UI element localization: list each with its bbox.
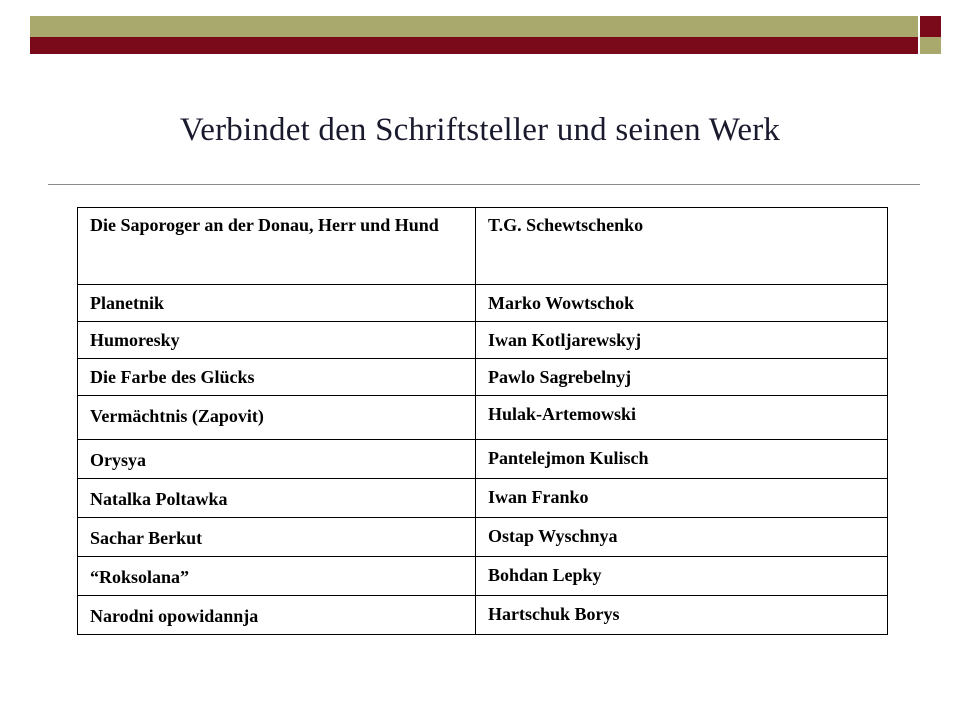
slide-title: Verbindet den Schriftsteller und seinen Werk: [179, 112, 781, 148]
author-cell: Marko Wowtschok: [476, 285, 888, 322]
work-cell: Die Saporoger an der Donau, Herr und Hund: [78, 208, 476, 285]
title-underline: [48, 184, 920, 185]
table-row: [78, 479, 888, 518]
work-cell: Natalka Poltawka: [78, 479, 476, 518]
author-cell: Iwan Kotljarewskyj: [476, 322, 888, 359]
author-cell: T.G. Schewtschenko: [476, 208, 888, 285]
author-cell: Iwan Franko: [476, 479, 888, 518]
table-row: [78, 396, 888, 440]
header-band-olive: [30, 16, 918, 37]
table-row: [78, 322, 888, 359]
author-cell: Bohdan Lepky: [476, 557, 888, 596]
work-cell: Planetnik: [78, 285, 476, 322]
table-row: [78, 557, 888, 596]
work-cell: Sachar Berkut: [78, 518, 476, 557]
corner-square-olive: [920, 37, 941, 54]
table-row: [78, 518, 888, 557]
author-cell: Ostap Wyschnya: [476, 518, 888, 557]
author-cell: Pantelejmon Kulisch: [476, 440, 888, 479]
author-cell: Pawlo Sagrebelnyj: [476, 359, 888, 396]
author-cell: Hartschuk Borys: [476, 596, 888, 635]
works-table: [77, 207, 888, 635]
work-cell: Vermächtnis (Zapovit): [78, 396, 476, 440]
work-cell: Orysya: [78, 440, 476, 479]
corner-divider: [918, 16, 920, 54]
work-cell: “Roksolana”: [78, 557, 476, 596]
author-cell: Hulak-Artemowski: [476, 396, 888, 440]
work-cell: Die Farbe des Glücks: [78, 359, 476, 396]
table-row: [78, 440, 888, 479]
header-band-maroon: [30, 37, 918, 54]
work-cell: Narodni opowidannja: [78, 596, 476, 635]
table-row: [78, 596, 888, 635]
work-cell: Humoresky: [78, 322, 476, 359]
table-row: [78, 208, 888, 285]
table-row: [78, 285, 888, 322]
corner-square-maroon: [920, 16, 941, 37]
table-row: [78, 359, 888, 396]
